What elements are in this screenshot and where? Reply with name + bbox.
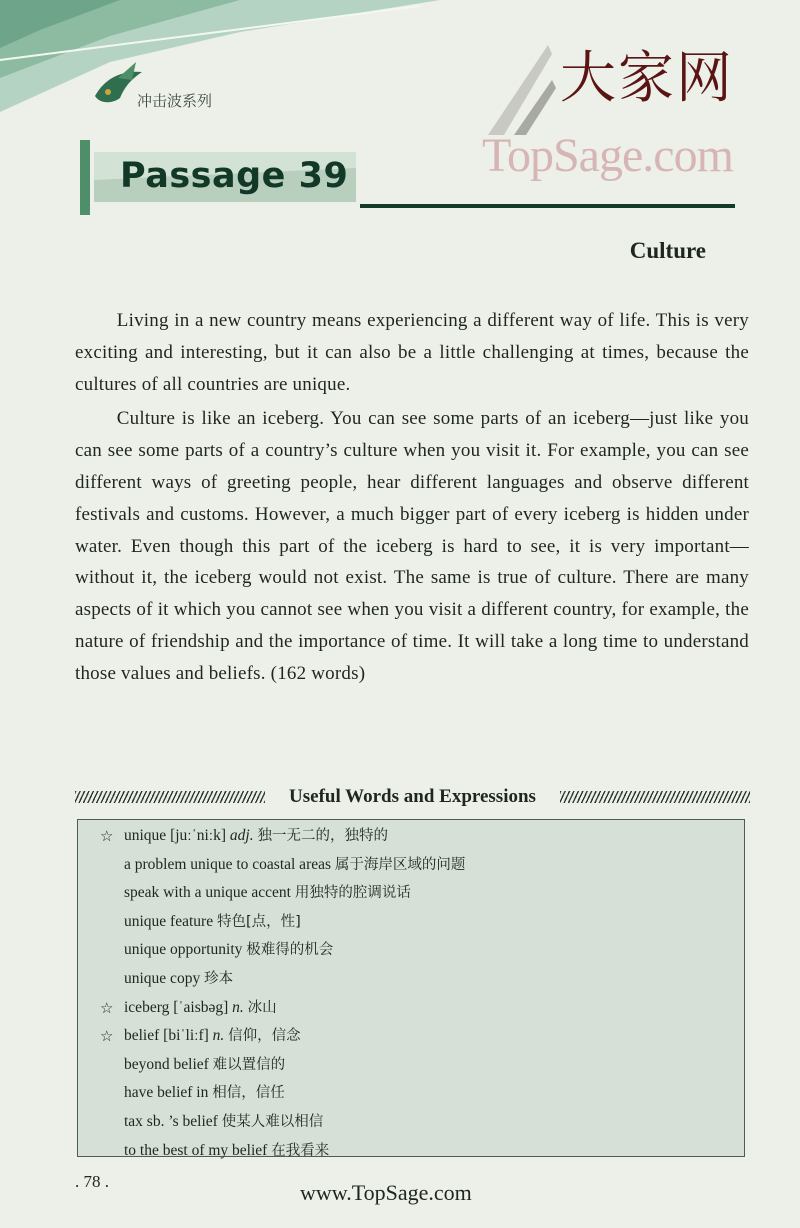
star-icon: ☆	[100, 1027, 114, 1046]
hatch-decoration	[560, 791, 750, 803]
vocab-entry	[88, 1022, 734, 1051]
vocab-example: to the best of my belief 在我看来	[124, 1141, 330, 1159]
vocab-entry	[88, 994, 734, 1023]
hatch-decoration	[75, 791, 265, 803]
passage-title: Culture	[629, 238, 706, 263]
vocab-pos: n.	[212, 1027, 225, 1045]
watermark-logo-icon	[478, 40, 558, 140]
title-rule	[360, 204, 735, 208]
vocab-phonetic: [biˈliːf]	[163, 1027, 209, 1045]
vocab-meaning: 冰山	[247, 999, 277, 1016]
passage-body	[75, 305, 749, 690]
vocab-example: beyond belief 难以置信的	[124, 1055, 286, 1073]
star-icon: ☆	[100, 998, 114, 1017]
vocab-pos: n.	[232, 998, 244, 1016]
vocab-phonetic: [ˈaisbəg]	[173, 998, 229, 1016]
useful-words-title: Useful Words and Expressions	[289, 786, 536, 807]
star-icon: ☆	[100, 827, 114, 845]
vocab-pos: adj.	[229, 827, 254, 844]
vocab-example: a problem unique to coastal areas 属于海岸区域的问题	[124, 855, 466, 873]
paragraph: Living in a new country means experiencing a different way of life. This is very exciting and interesting, but it can also be a little challenging at times, because the cultures of all countries are unique.	[75, 310, 749, 395]
page-number: . 78 .	[75, 1172, 109, 1191]
vocab-example: unique feature 特色[点，性]	[124, 912, 301, 930]
watermark-site: TopSage.com	[482, 129, 733, 182]
footer-url: www.TopSage.com	[300, 1180, 472, 1205]
series-label: 冲击波系列	[137, 92, 213, 110]
vocab-example: have belief in 相信，信任	[124, 1084, 285, 1102]
vocab-meaning: 信仰，信念	[228, 1028, 301, 1045]
useful-words-header	[75, 784, 750, 810]
vocab-word: unique	[124, 827, 167, 844]
paragraph: Culture is like an iceberg. You can see some parts of an iceberg—just like you can see some parts of a country’s culture when you visit it. For example, you can see different ways of greeting people, hear different languages and observe different festivals and customs. However, a much bigger part of every iceberg is hidden under water. Even though this part of the iceberg is hard to see, it is very important— without it, the iceberg would not exist. The same is true of culture. There are many aspects of it which you cannot see when you visit a different country, for example, the nature of friendship and the importance of time. It will take a long time to understand those values and beliefs. (162 words)	[75, 408, 749, 684]
vocab-phonetic: [juːˈniːk]	[170, 827, 227, 844]
vocab-example: speak with a unique accent 用独特的腔调说话	[124, 884, 411, 902]
vocab-example: unique opportunity 极难得的机会	[124, 941, 334, 959]
vocab-example: unique copy 珍本	[124, 969, 234, 987]
vocab-example: tax sb. ’s belief 使某人难以相信	[124, 1112, 324, 1130]
bird-logo-icon	[95, 62, 142, 102]
vocab-word: belief	[124, 1027, 160, 1045]
passage-label: Passage 39	[120, 156, 349, 196]
watermark-logo-chinese: 大家网	[560, 46, 734, 111]
vocab-word: iceberg	[124, 998, 170, 1016]
vocabulary-box	[77, 819, 745, 1157]
vocab-entry	[88, 822, 734, 851]
vocab-meaning: 独一无二的，独特的	[257, 828, 388, 844]
